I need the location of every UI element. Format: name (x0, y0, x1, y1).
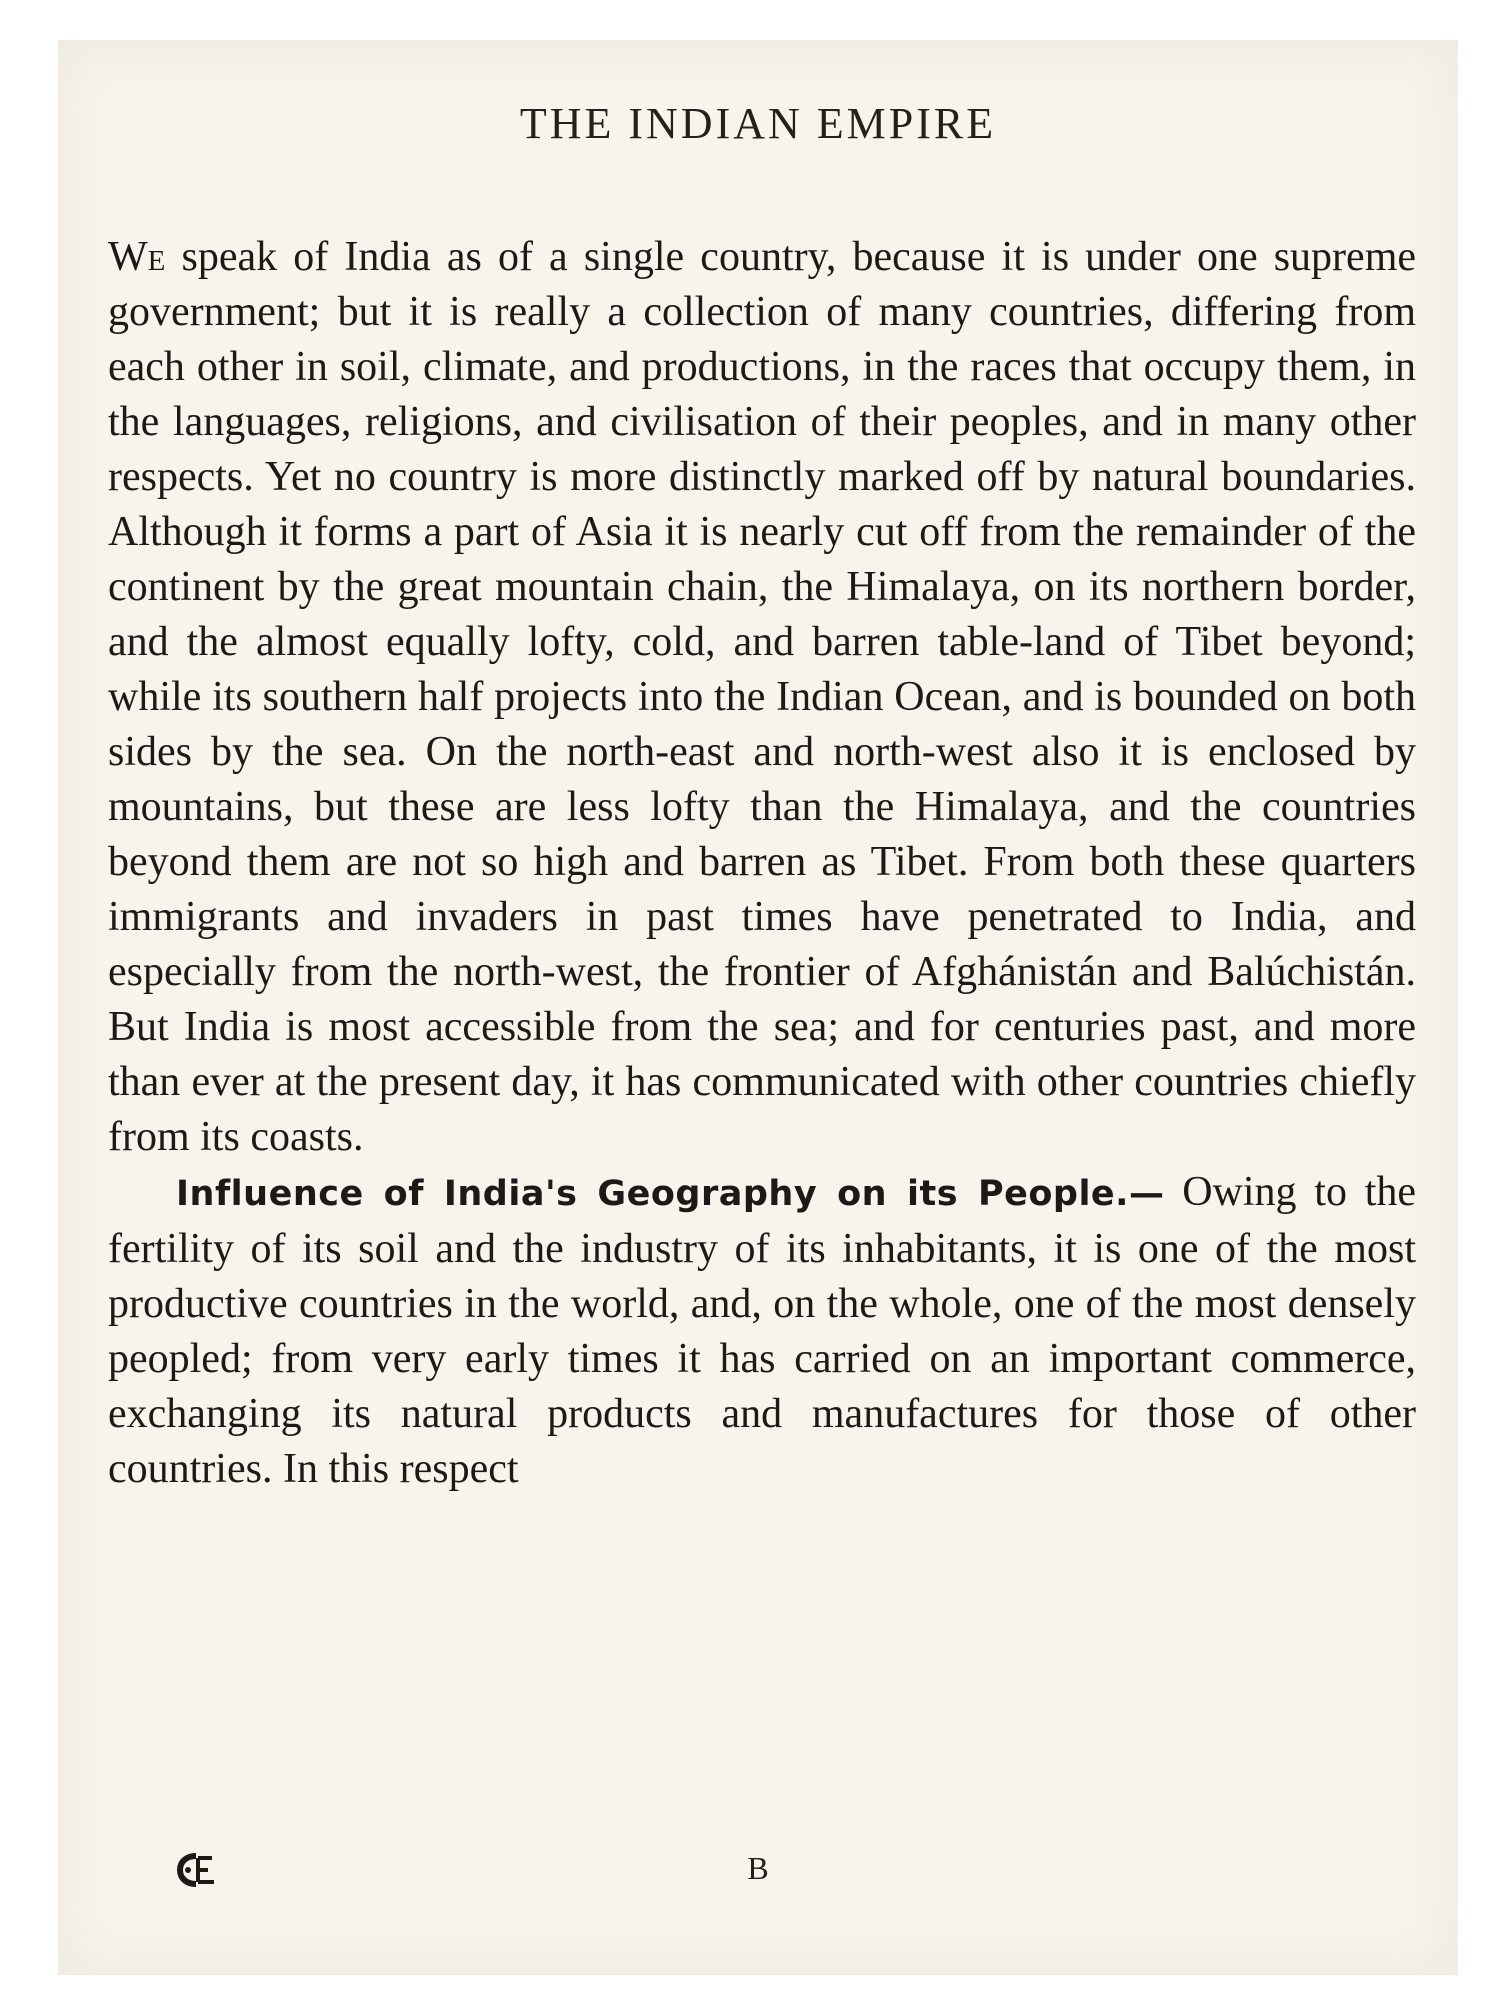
paragraph-1-first-word: We (108, 234, 166, 280)
running-head: THE INDIAN EMPIRE (519, 99, 997, 148)
body-text (108, 230, 1416, 1497)
paragraph-2-text: Owing to the fertility of its soil and the industry of its inhabitants, it is one of the most productive countries in the world, and, on the whole, one of the most densely peopled; from very early times it has carried on an important commerce, exchanging its natural products and manufactures for those of other countries. In this respect (108, 1169, 1417, 1492)
book-page (58, 40, 1458, 1975)
section-heading: Influence of India's Geography on its People.— (176, 1174, 1165, 1214)
paragraph-1 (108, 230, 1416, 1165)
signature-mark: B (747, 1850, 769, 1886)
paragraph-1-text: speak of India as of a single country, because it is under one supreme government; but it is really a collection of many countries, differing from each other in soil, climate, and productions, in the races that occupy them, in the languages, religions, and civilisation of their peoples, and in many other respects. Yet no country is more distinctly marked off by natural boundaries. Although it forms a part of Asia it is nearly cut off from the remainder of the continent by the great mountain chain, the Himalaya, on its northern border, and the almost equally lofty, cold, and barren table-land of Tibet beyond; while its southern half projects into the Indian Ocean, and is bounded on both sides by the sea. On the north-east and north-west also it is enclosed by mountains, but these are less lofty than the Himalaya, and the countries beyond them are not so high and barren as Tibet. From both these quarters immigrants and invaders in past times have penetrated to India, and especially from the north-west, the frontier of Afghánistán and Balúchistán. But India is most accessible from the sea; and for centuries past, and more than ever at the present day, it has communicated with other countries chiefly from its coasts. (108, 234, 1416, 1160)
paragraph-2 (108, 1165, 1416, 1497)
page-footer (58, 1850, 1458, 1910)
